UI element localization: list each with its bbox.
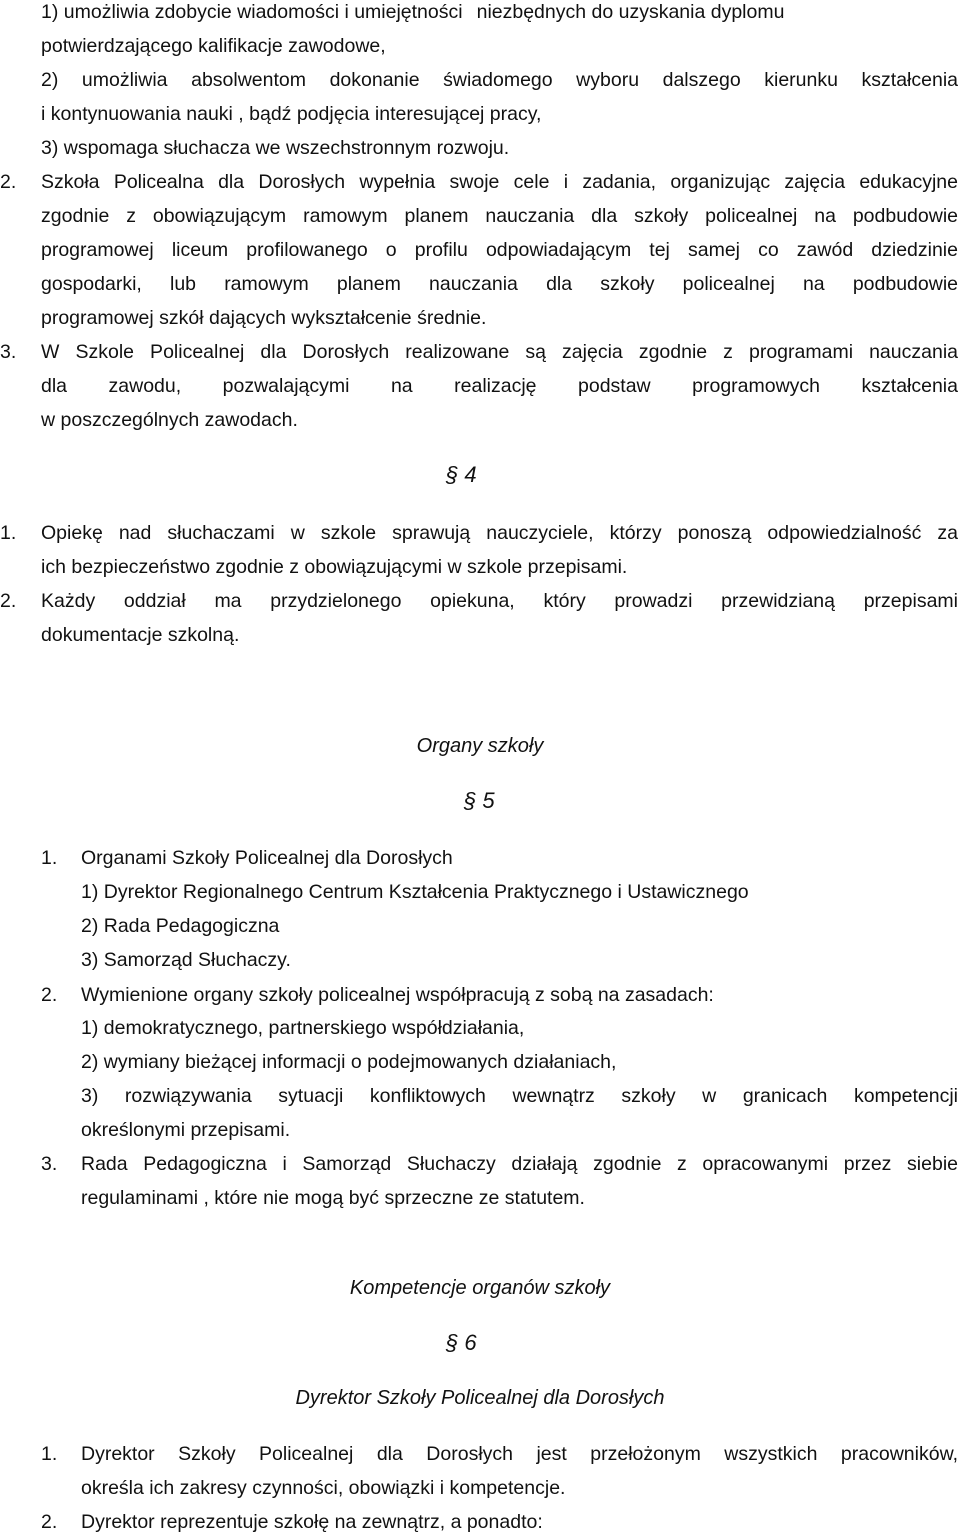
komp-item-2-line-1: Dyrektor reprezentuje szkołę na zewnątrz, a ponadto:	[81, 1511, 543, 1533]
section-6-label: § 6	[446, 1330, 477, 1355]
top-line-1b: niezbędnych do uzyskania dyplomu	[476, 1, 785, 23]
s4-item-1-line-2: ich bezpieczeństwo zgodnie z obowiązującymi w szkole przepisami.	[41, 556, 628, 578]
organy-item-2-line-1: Wymienione organy szkoły policealnej współpracują z sobą na zasadach:	[81, 984, 714, 1006]
s4-item-1-number: 1.	[0, 522, 17, 544]
section-4-label: § 4	[446, 462, 477, 487]
organy-item-1-b: 2) Rada Pedagogiczna	[81, 915, 280, 937]
organy-item-3-number: 3.	[41, 1153, 58, 1175]
item-3-line-1: W Szkole Policealnej dla Dorosłych realizowane są zajęcia zgodnie z programami nauczania	[41, 341, 958, 363]
item-3-line-3: w poszczególnych zawodach.	[41, 409, 298, 431]
organy-item-3-line-2: regulaminami , które nie mogą być sprzeczne ze statutem.	[81, 1187, 585, 1209]
organy-item-1-number: 1.	[41, 847, 58, 869]
komp-item-1-number: 1.	[41, 1443, 58, 1465]
top-line-3	[41, 68, 960, 92]
top-line-4: i kontynuowania nauki , bądź podjęcia interesującej pracy,	[41, 103, 542, 125]
top-line-5: 3) wspomaga słuchacza we wszechstronnym rozwoju.	[41, 137, 510, 159]
s4-item-2-line-2: dokumentacje szkolną.	[41, 624, 240, 646]
item-2-line-3: programowej liceum profilowanego o profilu odpowiadającym tej samej co zawód dziedzinie	[41, 239, 958, 261]
s4-item-2-number: 2.	[0, 590, 17, 612]
top-line-1	[41, 0, 960, 24]
item-3-line-2: dla zawodu, pozwalającymi na realizację podstaw programowych kształcenia	[41, 375, 958, 397]
komp-item-1-line-2: określa ich zakresy czynności, obowiązki i kompetencje.	[81, 1477, 566, 1499]
komp-item-2-number: 2.	[41, 1511, 58, 1533]
organy-item-2-b: 2) wymiany bieżącej informacji o podejmowanych działaniach,	[81, 1051, 617, 1073]
item-2-line-5: programowej szkół dających wykształcenie średnie.	[41, 307, 487, 329]
s4-item-2-line-1: Każdy oddział ma przydzielonego opiekuna, który prowadzi przewidzianą przepisami	[41, 590, 958, 612]
kompetencje-heading: Kompetencje organów szkoły	[349, 1277, 611, 1299]
top-line-1a: 1) umożliwia zdobycie wiadomości i umiejętności	[41, 1, 463, 23]
organy-item-2-a: 1) demokratycznego, partnerskiego współdziałania,	[81, 1017, 525, 1039]
organy-item-1-c: 3) Samorząd Słuchaczy.	[81, 949, 291, 971]
organy-item-3-line-1: Rada Pedagogiczna i Samorząd Słuchaczy działają zgodnie z opracowanymi przez siebie	[81, 1153, 958, 1175]
organy-item-1-line-1: Organami Szkoły Policealnej dla Dorosłych	[81, 847, 453, 869]
organy-item-2-number: 2.	[41, 984, 58, 1006]
organy-item-2-d: określonymi przepisami.	[81, 1119, 291, 1141]
organy-item-2-c: 3) rozwiązywania sytuacji konfliktowych wewnątrz szkoły w granicach kompetencji	[81, 1085, 958, 1107]
organy-heading: Organy szkoły	[416, 735, 544, 757]
item-2-number: 2.	[0, 171, 17, 193]
item-2-line-1: Szkoła Policealna dla Dorosłych wypełnia swoje cele i zadania, organizując zajęcia edukacyjne	[41, 171, 958, 193]
item-2-line-4: gospodarki, lub ramowym planem nauczania dla szkoły policealnej na podbudowie	[41, 273, 958, 295]
komp-item-1-line-1: Dyrektor Szkoły Policealnej dla Dorosłych jest przełożonym wszystkich pracowników,	[81, 1443, 958, 1465]
item-3-number: 3.	[0, 341, 17, 363]
section-5-label: § 5	[464, 788, 495, 813]
s4-item-1-line-1: Opiekę nad słuchaczami w szkole sprawują nauczyciele, którzy ponoszą odpowiedzialność za	[41, 522, 958, 544]
organy-item-1-a: 1) Dyrektor Regionalnego Centrum Kształcenia Praktycznego i Ustawicznego	[81, 881, 749, 903]
dyrektor-subheading: Dyrektor Szkoły Policealnej dla Dorosłych	[295, 1387, 665, 1409]
item-2-line-2: zgodnie z obowiązującym ramowym planem nauczania dla szkoły policealnej na podbudowie	[41, 205, 958, 227]
top-line-3-text: 2) umożliwia absolwentom dokonanie świadomego wyboru dalszego kierunku kształcenia	[41, 69, 958, 91]
top-line-2: potwierdzającego kalifikacje zawodowe,	[41, 35, 386, 57]
